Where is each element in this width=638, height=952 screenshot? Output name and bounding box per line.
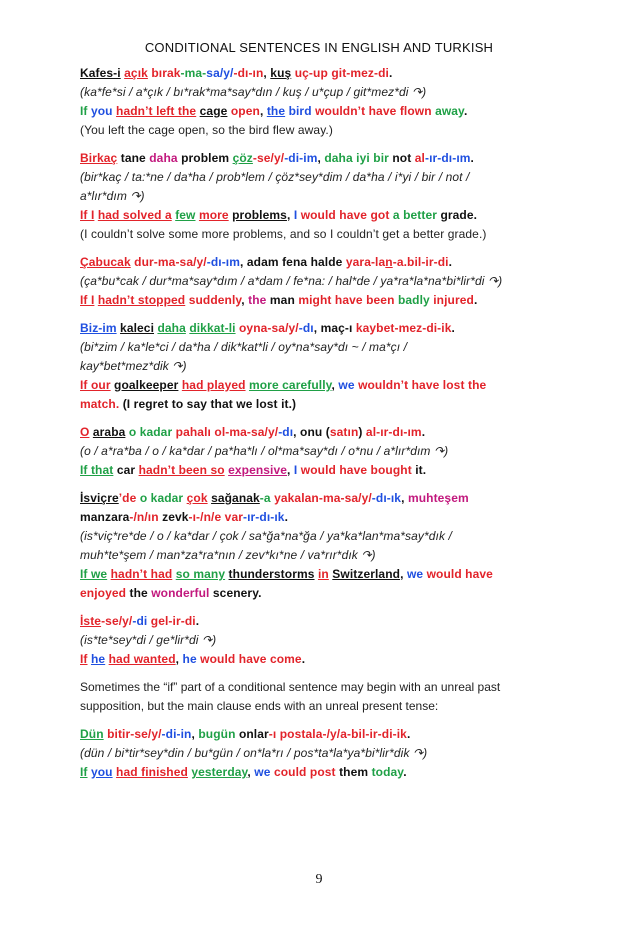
phonetic-text: (is*viç*re*de / o / ka*dar / çok / sa*ğa*na*ğa / ya*ka*lan*ma*say*dık / bbox=[80, 529, 452, 543]
text-segment: open bbox=[230, 104, 260, 118]
text-segment: çok bbox=[186, 491, 208, 505]
text-segment: bugün bbox=[198, 727, 236, 741]
phonetic-line bbox=[80, 168, 558, 187]
text-segment: today bbox=[371, 765, 404, 779]
turkish-sentence bbox=[80, 508, 558, 527]
text-segment: yesterday bbox=[191, 765, 248, 779]
text-segment: -ır-dı-ım bbox=[424, 151, 471, 165]
text-segment: them bbox=[339, 765, 369, 779]
text-segment: If bbox=[80, 765, 88, 779]
text-segment: yara-la bbox=[345, 255, 386, 269]
text-segment: zevk bbox=[162, 510, 189, 524]
text-segment: Çabucak bbox=[80, 255, 131, 269]
english-sentence bbox=[80, 206, 558, 225]
text-segment: thunderstorms bbox=[228, 567, 315, 581]
text-segment: wonderful bbox=[151, 586, 210, 600]
text-segment: I bbox=[293, 208, 298, 222]
text-segment: . bbox=[422, 463, 427, 477]
text-segment: , bbox=[287, 463, 294, 477]
text-segment: onu bbox=[300, 425, 323, 439]
text-segment: al bbox=[414, 151, 425, 165]
text-segment: -di-im bbox=[284, 151, 318, 165]
page-number: 9 bbox=[315, 872, 323, 887]
text-segment: . bbox=[406, 727, 411, 741]
text-segment: , bbox=[240, 255, 247, 269]
text-segment: , bbox=[401, 491, 408, 505]
text-segment: bitir bbox=[107, 727, 131, 741]
text-segment: -ı bbox=[268, 727, 280, 741]
text-segment: . bbox=[258, 586, 262, 600]
text-segment: kaybet-mez-di-ik bbox=[355, 321, 452, 335]
text-segment: . bbox=[448, 255, 453, 269]
text-segment: Birkaç bbox=[80, 151, 118, 165]
text-segment: sa/y/ bbox=[271, 321, 299, 335]
text-segment: man bbox=[269, 293, 295, 307]
text-segment: sa/y/ bbox=[344, 491, 372, 505]
text-segment: -dı-ın bbox=[233, 66, 264, 80]
text-segment: araba bbox=[92, 425, 126, 439]
text-segment: . bbox=[451, 321, 455, 335]
page-content bbox=[80, 64, 558, 791]
turkish-sentence bbox=[80, 423, 558, 442]
text-segment: daha bbox=[149, 151, 178, 165]
text-segment: , bbox=[331, 378, 339, 392]
text-segment: match. bbox=[80, 397, 120, 411]
example-block bbox=[80, 612, 558, 669]
text-segment: , bbox=[400, 567, 407, 581]
text-segment: wouldn’t have lost the bbox=[358, 378, 487, 392]
text-segment: , bbox=[313, 321, 321, 335]
english-sentence bbox=[80, 461, 558, 480]
text-segment: . bbox=[389, 66, 393, 80]
text-segment: -dı-ık bbox=[371, 491, 402, 505]
text-segment: you bbox=[90, 765, 113, 779]
text-segment: , bbox=[263, 66, 271, 80]
example-block bbox=[80, 423, 558, 480]
english-sentence bbox=[80, 584, 558, 603]
text-segment: daha bbox=[157, 321, 186, 335]
text-segment: manzara bbox=[80, 510, 130, 524]
text-segment: enjoyed bbox=[80, 586, 127, 600]
text-segment: bırak bbox=[151, 66, 181, 80]
text-segment: -/n/ın bbox=[129, 510, 159, 524]
text-segment: more carefully bbox=[248, 378, 332, 392]
text-segment: If we bbox=[80, 567, 108, 581]
text-segment: expensive bbox=[228, 463, 288, 477]
text-segment: hadn’t stopped bbox=[97, 293, 186, 307]
text-segment: we bbox=[406, 567, 424, 581]
text-segment: -di bbox=[132, 614, 148, 628]
text-segment: maç-ı bbox=[320, 321, 353, 335]
phonetic-line bbox=[80, 187, 558, 206]
phonetic-text: (ça*bu*cak / dur*ma*say*dım / a*dam / fe*na: / hal*de / ya*ra*la*na*bi*lir*di ↷) bbox=[80, 274, 503, 288]
text-segment: , bbox=[293, 425, 301, 439]
phonetic-line bbox=[80, 357, 558, 376]
text-segment: wouldn’t have flown bbox=[315, 104, 432, 118]
translation-line: (You left the cage open, so the bird flew away.) bbox=[80, 123, 333, 137]
text-segment: we bbox=[338, 378, 355, 392]
text-segment: al-ır-dı-ım bbox=[365, 425, 422, 439]
text-segment: , bbox=[241, 293, 249, 307]
text-segment: (I regret to say that we lost it.) bbox=[119, 397, 297, 411]
text-segment: If I bbox=[80, 293, 95, 307]
phonetic-line bbox=[80, 272, 558, 291]
text-segment: sa/y/ bbox=[251, 425, 279, 439]
text-segment: , bbox=[317, 151, 325, 165]
text-segment: , bbox=[191, 727, 199, 741]
text-segment: o kadar bbox=[128, 425, 173, 439]
text-segment: muhteşem bbox=[407, 491, 469, 505]
text-segment: sağanak bbox=[211, 491, 260, 505]
example-block bbox=[80, 64, 558, 140]
example-block bbox=[80, 319, 558, 414]
text-segment: would have bbox=[426, 567, 493, 581]
text-segment: it bbox=[415, 463, 423, 477]
text-segment: had played bbox=[181, 378, 246, 392]
phonetic-line bbox=[80, 83, 558, 102]
text-segment: gel-ir-di bbox=[150, 614, 196, 628]
text-segment: . bbox=[403, 765, 407, 779]
text-segment: dikkat-li bbox=[189, 321, 236, 335]
text-segment: -ı-/n/e bbox=[188, 510, 225, 524]
text-segment: kaleci bbox=[120, 321, 155, 335]
text-segment: -ma- bbox=[180, 66, 207, 80]
phonetic-line bbox=[80, 338, 558, 357]
english-sentence bbox=[80, 395, 558, 414]
text-segment: O bbox=[80, 425, 90, 439]
turkish-sentence bbox=[80, 612, 558, 631]
turkish-sentence bbox=[80, 319, 558, 338]
text-segment: grade bbox=[440, 208, 474, 222]
text-segment: problem bbox=[181, 151, 230, 165]
text-segment: the bbox=[129, 586, 148, 600]
text-segment: adam bbox=[246, 255, 279, 269]
text-segment: we bbox=[254, 765, 271, 779]
text-segment: İsviçre bbox=[80, 491, 119, 505]
text-segment: car bbox=[116, 463, 136, 477]
text-segment: suddenly bbox=[188, 293, 242, 307]
text-segment: git-mez-di bbox=[331, 66, 389, 80]
text-segment: had finished bbox=[116, 765, 188, 779]
text-segment: . bbox=[470, 151, 474, 165]
text-segment: would have bought bbox=[300, 463, 412, 477]
text-segment: Dün bbox=[80, 727, 104, 741]
text-segment: he bbox=[182, 652, 197, 666]
text-segment: ol-ma- bbox=[214, 425, 251, 439]
text-segment: goalkeeper bbox=[114, 378, 179, 392]
text-segment: If bbox=[80, 652, 88, 666]
phonetic-line bbox=[80, 744, 558, 763]
text-segment: -a.bil-ir-di bbox=[392, 255, 449, 269]
phonetic-text: (is*te*sey*di / ge*lir*di ↷) bbox=[80, 633, 217, 647]
text-segment: hadn’t been so bbox=[138, 463, 225, 477]
text-segment: -dı bbox=[278, 425, 294, 439]
text-segment: in bbox=[317, 567, 329, 581]
text-segment: would have come bbox=[200, 652, 302, 666]
phonetic-line bbox=[80, 631, 558, 650]
text-segment: badly bbox=[397, 293, 430, 307]
text-segment: -di-in bbox=[161, 727, 192, 741]
text-segment: ( bbox=[322, 425, 330, 439]
text-segment: scenery bbox=[212, 586, 259, 600]
phonetic-text: kay*bet*mez*dik ↷) bbox=[80, 359, 187, 373]
text-segment: Switzerland bbox=[332, 567, 401, 581]
example-block bbox=[80, 253, 558, 310]
text-segment: kuş bbox=[270, 66, 292, 80]
phonetic-text: (dün / bi*tir*sey*din / bu*gün / on*la*rı / pos*ta*la*ya*bi*lir*dik ↷) bbox=[80, 746, 428, 760]
text-segment: you bbox=[90, 104, 113, 118]
text-segment: tane bbox=[120, 151, 146, 165]
text-segment: -a bbox=[259, 491, 275, 505]
text-segment: onlar bbox=[238, 727, 269, 741]
text-segment: If our bbox=[80, 378, 111, 392]
turkish-sentence bbox=[80, 725, 558, 744]
text-segment: so many bbox=[175, 567, 226, 581]
text-segment: daha iyi bir bbox=[324, 151, 389, 165]
text-segment: İste bbox=[80, 614, 102, 628]
text-segment: -se/y/ bbox=[252, 151, 285, 165]
text-segment: -se/y/ bbox=[101, 614, 133, 628]
text-segment: Kafes-i bbox=[80, 66, 121, 80]
text-segment: . bbox=[473, 293, 478, 307]
text-segment: . bbox=[463, 104, 468, 118]
text-segment: , bbox=[286, 208, 294, 222]
text-segment: sa/y/ bbox=[179, 255, 207, 269]
text-segment: more bbox=[198, 208, 229, 222]
text-segment: n bbox=[385, 255, 393, 269]
text-segment: could post bbox=[273, 765, 336, 779]
text-segment: açık bbox=[124, 66, 148, 80]
phonetic-text: muh*te*şem / man*za*ra*nın / zev*kı*ne / va*rır*dık ↷) bbox=[80, 548, 376, 562]
explanation-paragraph: Sometimes the “if” part of a conditional sentence may begin with an unreal past supposition, but the main clause ends with an unreal present tense: bbox=[80, 680, 501, 713]
text-segment: . bbox=[284, 510, 289, 524]
text-segment: . bbox=[421, 425, 426, 439]
text-segment: had solved a bbox=[97, 208, 172, 222]
phonetic-text: (ka*fe*si / a*çık / bı*rak*ma*say*dın / kuş / u*çup / git*mez*di ↷) bbox=[80, 85, 427, 99]
turkish-sentence bbox=[80, 64, 558, 83]
english-sentence bbox=[80, 376, 558, 395]
text-segment: , bbox=[175, 652, 183, 666]
phonetic-text: (bir*kaç / ta:*ne / da*ha / prob*lem / çöz*sey*dim / da*ha / i*yi / bir / not / bbox=[80, 170, 470, 184]
text-segment: . bbox=[301, 652, 306, 666]
text-segment: cage bbox=[199, 104, 228, 118]
example-block bbox=[80, 489, 558, 603]
text-segment: , bbox=[259, 104, 267, 118]
text-segment: ’de bbox=[118, 491, 140, 505]
text-segment: -dı-ım bbox=[206, 255, 241, 269]
text-segment: hadn’t left the bbox=[116, 104, 197, 118]
text-segment: I bbox=[293, 463, 298, 477]
text-segment: fena halde bbox=[282, 255, 343, 269]
english-sentence bbox=[80, 763, 558, 782]
text-segment: satın bbox=[329, 425, 359, 439]
text-segment: yakalan-ma- bbox=[274, 491, 345, 505]
text-segment: Biz-im bbox=[80, 321, 117, 335]
text-segment: problems bbox=[232, 208, 287, 222]
text-segment: -dı bbox=[298, 321, 314, 335]
phonetic-line bbox=[80, 546, 558, 565]
text-segment: few bbox=[175, 208, 196, 222]
text-segment: . bbox=[195, 614, 200, 628]
text-segment: var bbox=[224, 510, 243, 524]
text-segment: hadn’t had bbox=[110, 567, 173, 581]
text-segment: injured bbox=[433, 293, 474, 307]
english-sentence bbox=[80, 650, 558, 669]
text-segment: would have got bbox=[300, 208, 390, 222]
text-segment: sa/y/ bbox=[206, 66, 234, 80]
turkish-sentence bbox=[80, 253, 558, 272]
text-segment: If I bbox=[80, 208, 95, 222]
turkish-sentence bbox=[80, 489, 558, 508]
example-block bbox=[80, 149, 558, 244]
text-segment: pahalı bbox=[175, 425, 211, 439]
text-segment: had wanted bbox=[108, 652, 176, 666]
phonetic-line bbox=[80, 527, 558, 546]
text-segment: , bbox=[247, 765, 255, 779]
text-segment: oyna- bbox=[239, 321, 272, 335]
phonetic-text: (bi*zim / ka*le*ci / da*ha / dik*kat*li / oy*na*say*dı ~ / ma*çı / bbox=[80, 340, 408, 354]
text-segment: -ır-dı-ık bbox=[243, 510, 285, 524]
translation-line: (I couldn’t solve some more problems, and so I couldn’t get a better grade.) bbox=[80, 227, 487, 241]
text-segment: . bbox=[473, 208, 478, 222]
text-segment: -se/y/ bbox=[130, 727, 162, 741]
english-sentence bbox=[80, 565, 558, 584]
text-segment: a better bbox=[392, 208, 438, 222]
text-segment: -/y/a-bil-ir-di-ik bbox=[322, 727, 407, 741]
text-segment: uç-up bbox=[294, 66, 328, 80]
text-segment: dur-ma- bbox=[134, 255, 180, 269]
english-sentence bbox=[80, 291, 558, 310]
page-title: CONDITIONAL SENTENCES IN ENGLISH AND TURKISH bbox=[144, 40, 494, 55]
text-segment: the bbox=[248, 293, 267, 307]
phonetic-line bbox=[80, 442, 558, 461]
text-segment: postala bbox=[279, 727, 323, 741]
text-segment: ) bbox=[358, 425, 366, 439]
text-segment: he bbox=[90, 652, 106, 666]
text-segment: If bbox=[80, 104, 88, 118]
text-segment: away bbox=[435, 104, 464, 118]
phonetic-text: a*lır*dım ↷) bbox=[80, 189, 145, 203]
text-segment: the bbox=[266, 104, 286, 118]
text-segment: çöz bbox=[232, 151, 253, 165]
example-block bbox=[80, 725, 558, 782]
text-segment: might have been bbox=[298, 293, 395, 307]
text-segment: bird bbox=[288, 104, 312, 118]
phonetic-text: (o / a*ra*ba / o / ka*dar / pa*ha*lı / ol*ma*say*dı / o*nu / a*lır*dım ↷) bbox=[80, 444, 449, 458]
english-sentence bbox=[80, 102, 558, 121]
text-segment: o kadar bbox=[139, 491, 184, 505]
text-segment: not bbox=[392, 151, 412, 165]
turkish-sentence bbox=[80, 149, 558, 168]
text-segment: If that bbox=[80, 463, 114, 477]
